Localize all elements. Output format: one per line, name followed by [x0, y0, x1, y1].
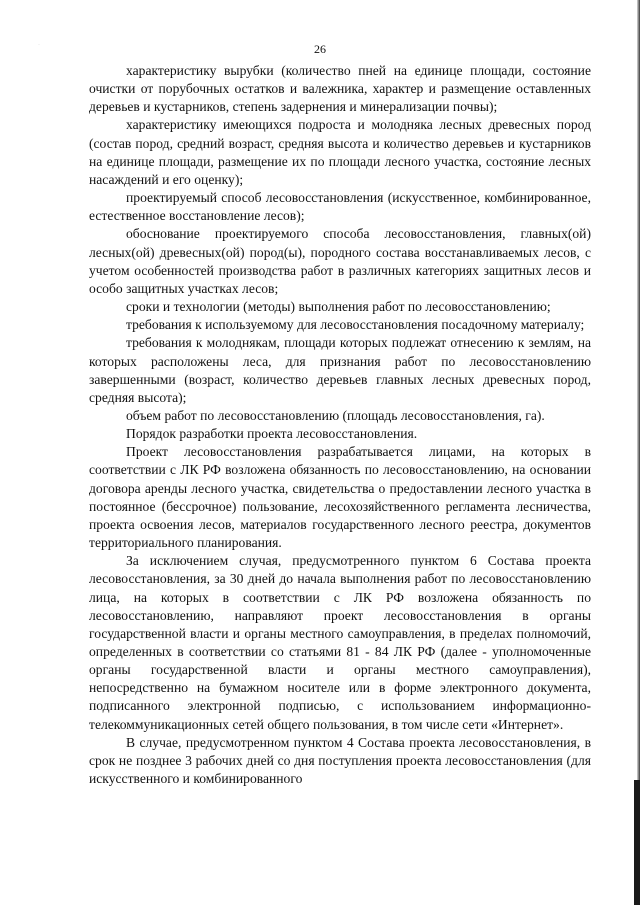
paragraph-development-procedure: Порядок разработки проекта лесовосстановления.	[126, 426, 418, 442]
paragraph-work-volume: объем работ по лесовосстановлению (площадь лесовосстановления, га).	[126, 407, 545, 423]
paragraph-projected-method: проектируемый способ лесовосстановления (искусственное, комбинированное, естественное восстановление лесов);	[89, 190, 591, 224]
paragraph-cutting-characteristics: характеристику вырубки (количество пней на единице площади, состояние очистки от порубочных остатков и валежника, характер и размещение оставленных деревьев и кустарников, степень задернения и минерализации почвы);	[89, 63, 591, 115]
body-text	[89, 62, 591, 788]
paragraph-case-item-4: В случае, предусмотренном пунктом 4 Состава проекта лесовосстановления, в срок не позднее 3 рабочих дней со дня поступления проекта лесовосстановления (для искусственного и комбинированного	[89, 734, 591, 787]
paragraph-submission-exception: За исключением случая, предусмотренного пунктом 6 Состава проекта лесовосстановления, за 30 дней до начала выполнения работ по лесовосстановлению лица, на которых в соответствии с ЛК РФ возложена обязанность по лесовосстановлению, направляют проект лесовосстановления в органы государственной власти и органы местного самоуправления, в пределах полномочий, определенных в соответствии со статьями 81 - 84 ЛК РФ (далее - уполномоченные органы государственной власти и органы местного самоуправления), непосредственно на бумажном носителе или в форме электронного документа, подписанного электронной подписью, с использованием информационно-телекоммуникационных сетей общего пользования, в том числе сети «Интернет».	[89, 553, 591, 732]
paragraph-planting-material: требования к используемому для лесовосстановления посадочному материалу;	[126, 317, 585, 333]
paragraph-method-justification: обоснование проектируемого способа лесовосстановления, главных(ой) лесных(ой) древесных(ой) пород(ы), породного состава восстанавливаемых лесов, с учетом особенностей производства работ в различных категориях защитных лесов и особо защитных участках лесов;	[89, 226, 591, 296]
paragraph-young-stand-requirements: требования к молоднякам, площади которых подлежат отнесению к землям, на которых расположены леса, для признания работ по лесовосстановлению завершенными (возраст, количество деревьев главных лесных древесных пород, средняя высота);	[89, 335, 591, 405]
paragraph-project-developers: Проект лесовосстановления разрабатывается лицами, на которых в соответствии с ЛК РФ возложена обязанность по лесовосстановлению, на основании договора аренды лесного участка, свидетельства о предоставлении лесного участка в постоянное (бессрочное) пользование, лесохозяйственного регламента лесничества, проекта освоения лесов, материалов государственного лесного реестра, документов территориального планирования.	[89, 444, 591, 551]
scan-right-edge-shadow	[634, 780, 640, 905]
paragraph-timing-technology: сроки и технологии (методы) выполнения работ по лесовосстановлению;	[126, 299, 551, 315]
page-number: 26	[314, 42, 326, 56]
scan-mark: ·	[38, 42, 40, 48]
paragraph-undergrowth-characteristics: характеристику имеющихся подроста и молодняка лесных древесных пород (состав пород, средний возраст, средняя высота и количество деревьев и кустарников на единице площади, размещение их по площади лесного участка, состояние лесных насаждений и его оценку);	[89, 117, 591, 187]
